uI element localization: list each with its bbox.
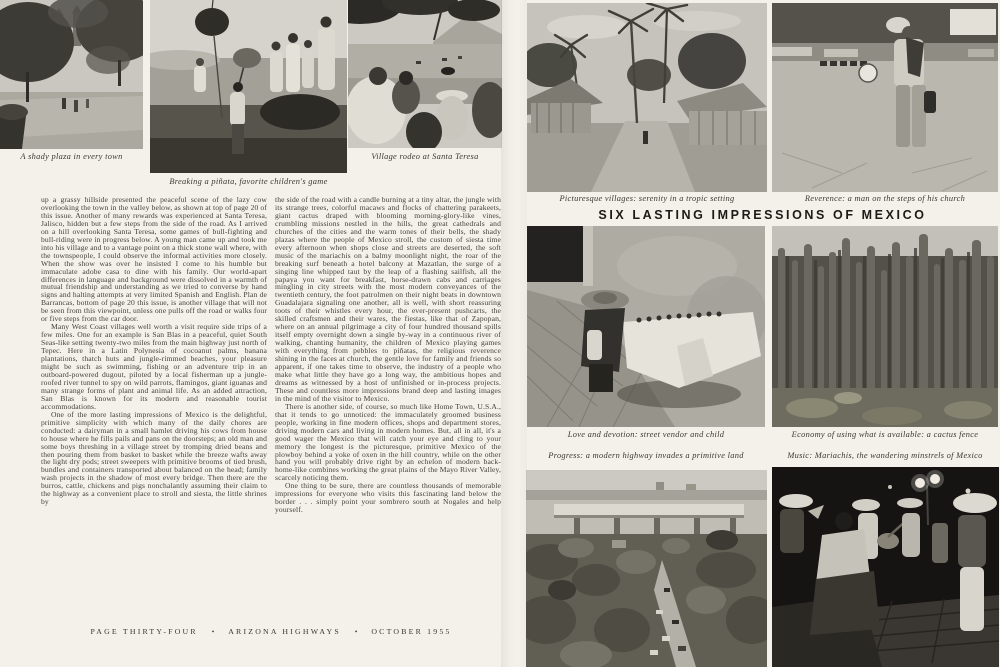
body-text <box>41 196 501 514</box>
photo-cactus-fence <box>772 226 998 427</box>
footer-magazine-title: ARIZONA HIGHWAYS <box>228 627 341 636</box>
footer-bullet-icon: • <box>354 627 358 636</box>
section-heading: SIX LASTING IMPRESSIONS OF MEXICO <box>598 208 927 222</box>
mariachis-night-illustration <box>772 467 999 667</box>
paragraph: One thing to be sure, there are countless thousands of memorable impressions for everyone who visits this fascinating land below the border . . . simply point your sombrero south at Nogales and help yourself. <box>275 481 501 515</box>
paragraph: One of the more lasting impressions of Mexico is the delightful, primitive simplicity with which many of the daily chores are conducted: a dairyman in a small hamlet driving his cows from house to house where he fills pails and pans on the doorsteps; an old man and some boys threshing in a village street by tromping dried beans and then pouring them from basket to basket while the breeze wafts away the light dry pods; street sweepers with primitive brooms of tied brush, bundles and containers transported about balanced on the head; family wash projects in the shadow of most every bridge. Then there are the burros, cattle, chickens and pigs nonchalantly assuming their claim to the highway as a convenient place to stroll and siesta, the little shrines by <box>41 409 267 507</box>
photo-reverence-man <box>772 3 998 192</box>
footer-issue-date: OCTOBER 1955 <box>371 627 452 636</box>
photo-shady-plaza <box>0 0 143 149</box>
caption-cactus-economy: Economy of using what is available: a cactus fence <box>791 430 979 439</box>
page-gutter-shadow <box>501 0 527 667</box>
cactus-fence-illustration <box>772 226 998 427</box>
caption-reverence-man: Reverence: a man on the steps of his church <box>804 194 966 203</box>
photo-street-vendor <box>527 226 765 427</box>
caption-village-rodeo: Village rodeo at Santa Teresa <box>371 152 479 161</box>
shady-plaza-illustration <box>0 0 143 149</box>
caption-shady-plaza: A shady plaza in every town <box>20 152 123 161</box>
photo-village-rodeo <box>348 0 502 148</box>
reverence-man-illustration <box>772 3 998 192</box>
caption-music-mariachis: Music: Mariachis, the wandering minstrels of Mexico <box>787 451 983 460</box>
village-rodeo-illustration <box>348 0 502 148</box>
caption-tropic-village: Picturesque villages: serenity in a tropic setting <box>559 194 735 203</box>
page-footer <box>41 627 501 636</box>
photo-modern-highway <box>526 470 767 667</box>
photo-tropic-village <box>527 3 767 192</box>
text-column-1 <box>41 196 267 514</box>
pinata-illustration <box>150 0 347 173</box>
tropic-village-illustration <box>527 3 767 192</box>
text-column-2 <box>275 196 501 514</box>
street-vendor-illustration <box>527 226 765 427</box>
photo-mariachis-night <box>772 467 999 667</box>
footer-page-number: PAGE THIRTY-FOUR <box>90 627 198 636</box>
paragraph: the side of the road with a candle burning at a tiny altar, the jungle with its strange trees, colorful macaws and flocks of chattering parakeets, giant cactus draped with blooming morning-glory-like vines, crumbling missions nestled in the hills, the great cathedrals and churches of the cities and the warm tones of their bells, the shady plazas where the people of Mexico stroll, the custom of siesta time every afternoon when shops close and streets are deserted, the soft music of the mariachis on a balmy moonlight night, the roar of the breaking surf beneath a hotel balcony at Mazatlan, the surge of a singing line whipped taut by the leap of a flashing sailfish, all the papaya you want for breakfast, horse-drawn cabs and carriages mingling in city streets with the most modern conveyances of the twentieth century, the foot patrolmen on their night beats in downtown Guadalajara signaling one another, all is well, with short reassuring toots of their whistles every hour, the ever-present pushcarts, the skilled craftsmen and their wares, the fiestas, like that of Zapopan, where on an annual pilgrimage a city of four hundred thousand spills itself empty overnight down a single by-way in a continuous river of walking, chanting humanity, the children of Mexico playing games with everything from pebbles to piñatas, the religious reverence shining in the faces at church, the gentle love for family and friends so apparent, if one takes time to observe, the industry of a people who make what little they have go a long way, the ambitious hopes and dreams as witnessed by a host of unfinished or in-process projects. These and countless more impressions brand deep and lasting images in the mind of the visitor to Mexico. <box>275 195 501 403</box>
footer-bullet-icon: • <box>211 627 215 636</box>
photo-pinata <box>150 0 347 173</box>
modern-highway-illustration <box>526 470 767 667</box>
paragraph: up a grassy hillside presented the peaceful scene of the lazy cow overlooking the town in the valley below, as shown at top of page 20 of this issue. Another of many rewards was experienced at Santa Teresa, Jalisco, hidden but a few steps from the side of the road. As I arrived on a hill overlooking Santa Teresa, some games of bull-fighting and bull-riding were in progress below. A young man came up and took me into his village and to a vantage point on a thick stone wall where, with the townspeople, I could observe the informal activities more closely. When the show was over he insisted I come to his humble but immaculate adobe casa to dine with his family. Our world-apart differences in language and background were dissolved in a warmth of mutual friendship and understanding as we tried to converse by hand signs and halting attempts at very limited Spanish and English. Plan de Barrancas, bottom of page 20 this issue, is another village that will not be seen from this viewpoint, unless one pulls off the road or walks four or five steps from the car door. <box>41 195 267 324</box>
caption-love-devotion: Love and devotion: street vendor and child <box>567 430 725 439</box>
paragraph: Many West Coast villages well worth a visit require side trips of a few miles. One for an example is San Blas in a peaceful, quiet South Seas-like setting twenty-two miles from the main highway just north of Tepec. Here in a Latin Polynesia of cocoanut palms, banana plantations, thatch huts and jungle-rimmed beaches, your pleasure might be such as swimming, fishing or an adventure trip in an outboard-powered dugout, piloted by a local fisherman up a jungle-roofed river tunnel to spy on wild parrots, flamingos, giant iguanas and many strange forms of plant and animal life. As an added attraction, San Blas is known for its modern and reasonable tourist accommodations. <box>41 322 267 411</box>
paragraph: There is another side, of course, so much like Home Town, U.S.A., that it tends to go unnoticed: the immaculately groomed business people, working in fine modern offices, shops and department stores, driving modern cars and living in modern homes. But, all in all, it's a good wager the Mexico that will catch your eye and cling to your memory the longest is the picturesque, primitive Mexico of the plowboy behind a yoke of oxen in the hill country, while on the other hand you will probably drive right by an echelon of modern back-home-like combines working the great plains of the Mayo River Valley, scarcely noticing them. <box>275 401 501 483</box>
caption-progress: Progress: a modern highway invades a primitive land <box>548 451 744 460</box>
caption-pinata: Breaking a piñata, favorite children's game <box>169 177 328 186</box>
